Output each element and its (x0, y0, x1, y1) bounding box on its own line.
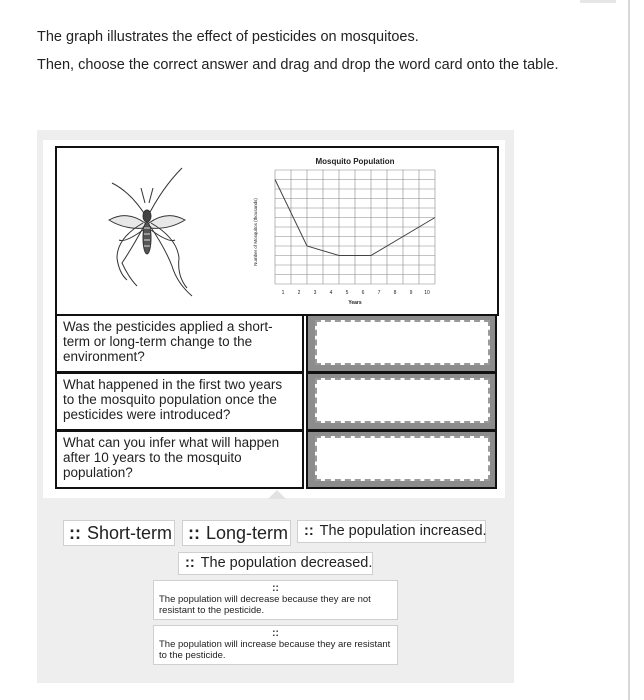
drag-handle-icon[interactable]: :: (185, 555, 195, 571)
drag-handle-icon[interactable]: :: (304, 523, 314, 539)
top-tab (580, 0, 616, 3)
question-2: What happened in the first two years to the mosquito population once the pesticides were introduced? (55, 372, 304, 431)
x-tick-label: 8 (393, 290, 397, 296)
table-row (55, 314, 499, 373)
x-tick-label: 4 (329, 290, 333, 296)
question-1: Was the pesticides applied a short-term or long-term change to the environment? (55, 314, 304, 373)
figure-svg (57, 148, 497, 314)
drop-zone-3[interactable] (315, 436, 490, 481)
card-label: The population decreased. (200, 555, 373, 571)
table-row (55, 372, 499, 431)
x-tick-label: 1 (281, 290, 285, 296)
chart-xlabel: Years (348, 300, 362, 306)
population-chart (253, 157, 435, 306)
card-population-increased[interactable] (297, 520, 486, 543)
x-tick-label: 5 (345, 290, 349, 296)
scrollbar-track[interactable] (628, 0, 630, 700)
card-label: The population will increase because they are resistant to the pesticide. (159, 639, 391, 661)
drag-handle-icon[interactable]: :: (188, 523, 200, 543)
answer-cell-1 (306, 314, 497, 373)
drop-zone-2[interactable] (315, 378, 490, 423)
drag-handle-icon[interactable]: :: (69, 523, 81, 543)
instruction-line-1: The graph illustrates the effect of pesticides on mosquitoes. (37, 29, 419, 45)
drop-zone-1[interactable] (315, 320, 490, 365)
x-tick-label: 10 (424, 290, 430, 296)
card-population-decreased[interactable] (178, 552, 373, 575)
x-tick-label: 6 (361, 290, 365, 296)
card-will-increase[interactable] (153, 625, 398, 665)
x-tick-label: 7 (377, 290, 381, 296)
chart-ylabel: Number of Mosquitos (thousands) (253, 198, 258, 266)
card-label: The population increased. (319, 523, 487, 539)
x-tick-label: 3 (313, 290, 317, 296)
card-will-decrease[interactable] (153, 580, 398, 620)
drag-handle-icon[interactable]: :: (272, 628, 279, 639)
answer-cell-3 (306, 430, 497, 489)
card-label: Short-term (87, 523, 173, 543)
instruction-line-2: Then, choose the correct answer and drag and drop the word card onto the table. (37, 57, 559, 73)
card-label: The population will decrease because they are not resistant to the pesticide. (159, 594, 371, 616)
mosquito-icon (109, 168, 192, 296)
card-long-term[interactable] (182, 520, 291, 546)
figure-box (55, 146, 499, 316)
x-tick-label: 2 (297, 290, 301, 296)
card-short-term[interactable] (63, 520, 175, 546)
table-pointer (268, 490, 286, 499)
table-row (55, 430, 499, 489)
chart-title: Mosquito Population (315, 157, 395, 166)
x-tick-label: 9 (409, 290, 413, 296)
drag-handle-icon[interactable]: :: (272, 583, 279, 594)
card-label: Long-term (206, 523, 289, 543)
answer-cell-2 (306, 372, 497, 431)
question-3: What can you infer what will happen after 10 years to the mosquito population? (55, 430, 304, 489)
